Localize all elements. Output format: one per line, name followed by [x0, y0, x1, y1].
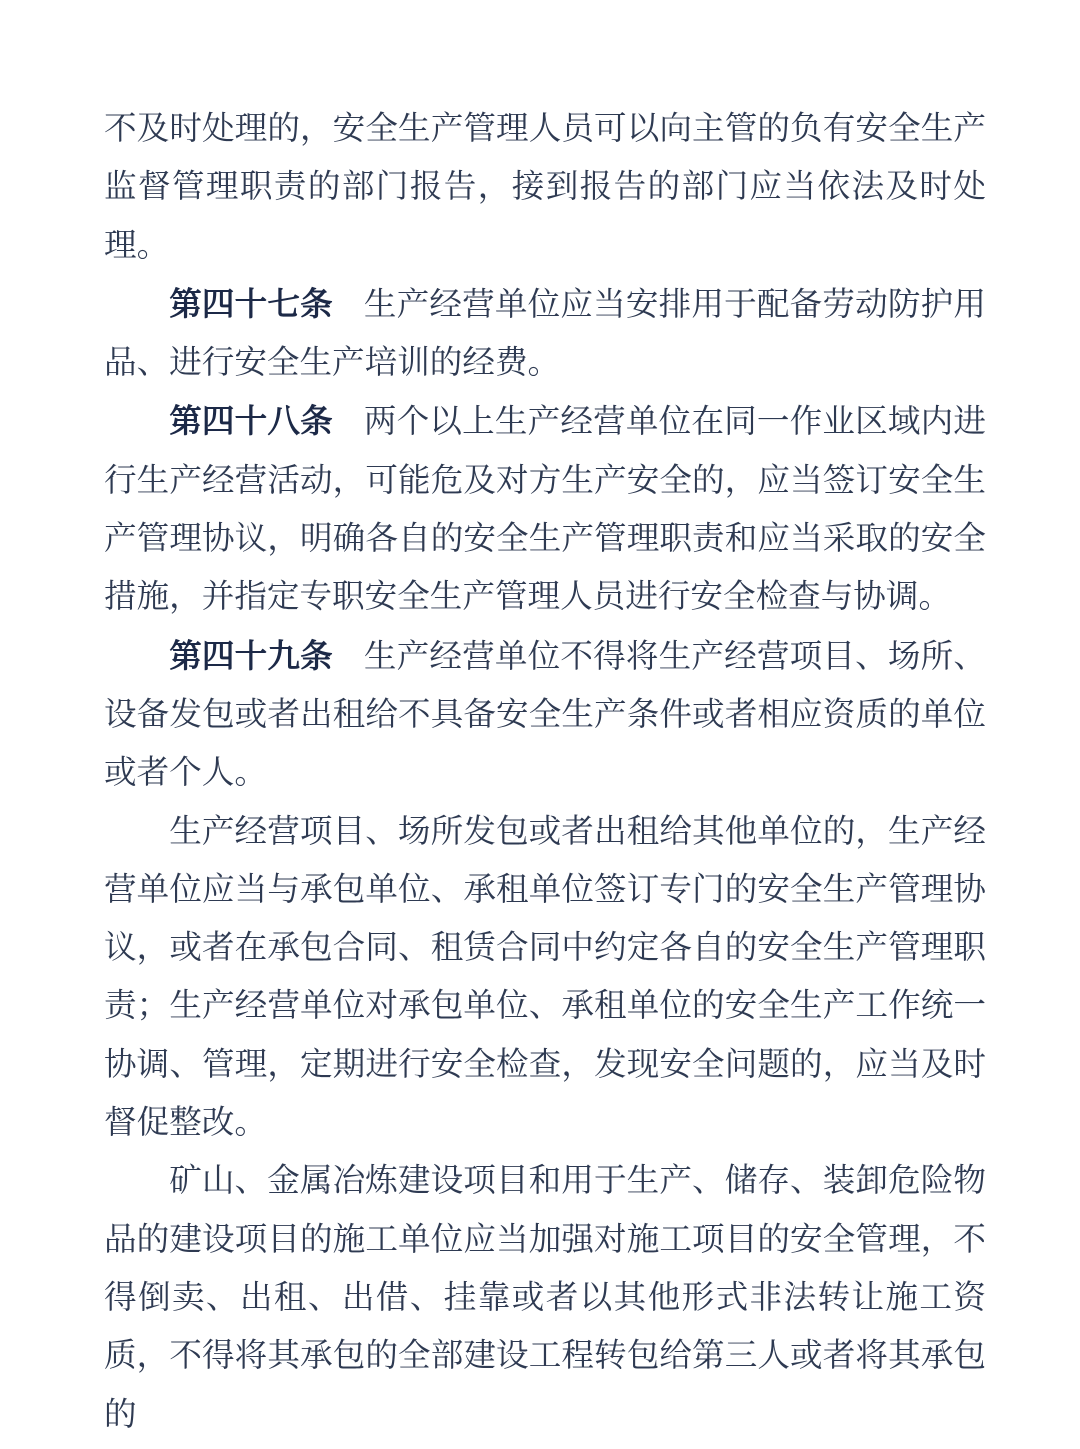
article-number: 第四十七条: [169, 284, 333, 322]
paragraph-text: 生产经营项目、场所发包或者出租给其他单位的，生产经营单位应当与承包单位、承租单位签订专门的安全生产管理协议，或者在承包合同、租赁合同中约定各自的安全生产管理职责；生产经营单位对承包单位、承租单位的安全生产工作统一协调、管理，定期进行安全检查，发现安全问题的，应当及时督促整改。: [104, 813, 986, 1142]
paragraph-continuation: [104, 100, 986, 275]
paragraph-text: 生产经营单位不得将生产经营项目、场所、设备发包或者出租给不具备安全生产条件或者相应资质的单位或者个人。: [104, 638, 986, 792]
paragraph-article-47: [104, 275, 986, 393]
document-text-block: [104, 100, 986, 1444]
paragraph-text: 矿山、金属冶炼建设项目和用于生产、储存、装卸危险物品的建设项目的施工单位应当加强对施工项目的安全管理，不得倒卖、出租、出借、挂靠或者以其他形式非法转让施工资质，不得将其承包的全部建设工程转包给第三人或者将其承包的: [104, 1163, 986, 1433]
article-number: 第四十八条: [169, 402, 333, 440]
paragraph-article-49-clause-3: [104, 1152, 986, 1443]
paragraph-article-49-clause-2: [104, 803, 986, 1153]
paragraph-article-49: [104, 627, 986, 803]
paragraph-text: 两个以上生产经营单位在同一作业区域内进行生产经营活动，可能危及对方生产安全的，应当签订安全生产管理协议，明确各自的安全生产管理职责和应当采取的安全措施，并指定专职安全生产管理人员进行安全检查与协调。: [104, 404, 986, 616]
paragraph-article-48: [104, 392, 986, 626]
paragraph-text: 不及时处理的，安全生产管理人员可以向主管的负有安全生产监督管理职责的部门报告，接到报告的部门应当依法及时处理。: [104, 111, 986, 264]
article-number: 第四十九条: [169, 636, 333, 674]
paragraph-text: 生产经营单位应当安排用于配备劳动防护用品、进行安全生产培训的经费。: [104, 286, 986, 382]
